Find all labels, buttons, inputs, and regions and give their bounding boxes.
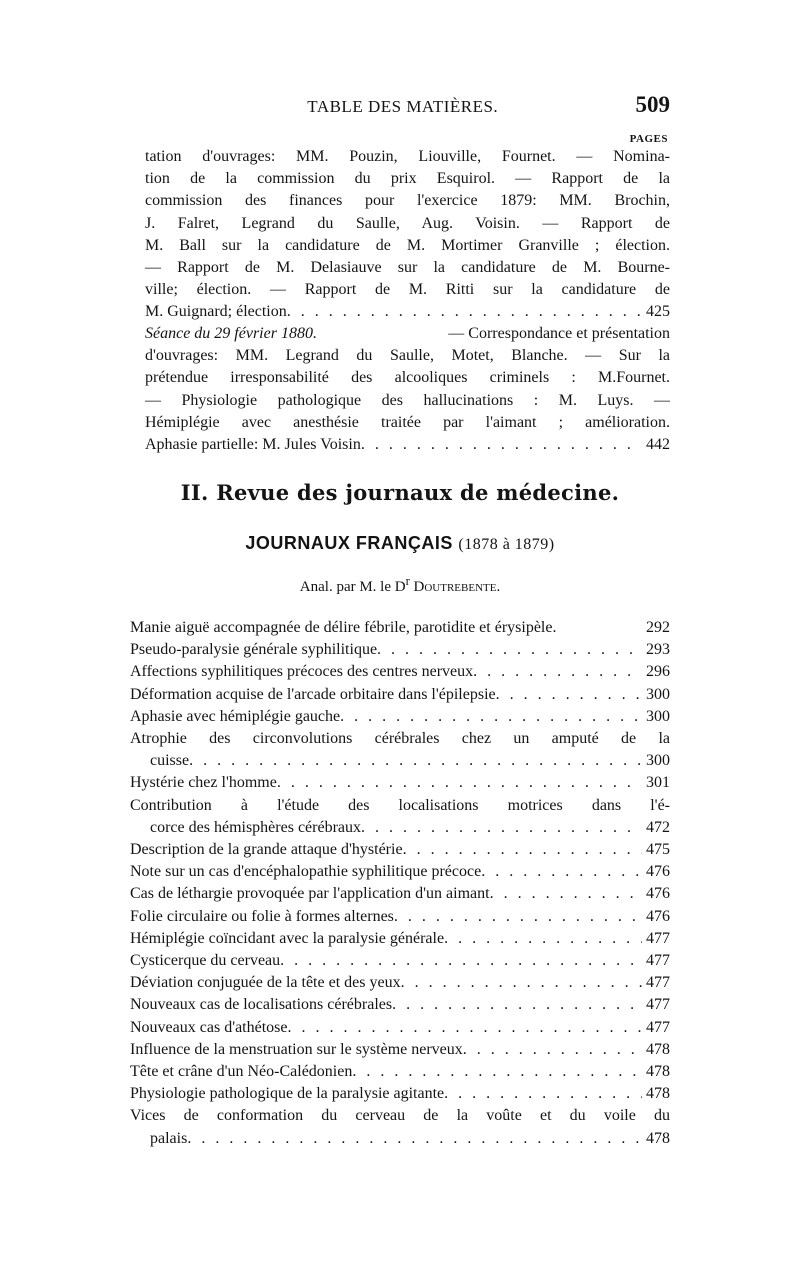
running-title: TABLE DES MATIÈRES. (307, 97, 499, 116)
toc-entry-page: 477 (646, 929, 670, 947)
toc-entry-page: 301 (646, 774, 670, 792)
seance-paragraph-2 (145, 323, 670, 456)
toc-entry-continuation-text: cuisse (150, 752, 190, 770)
toc-entry-page: 300 (646, 707, 670, 725)
analyst-name: Doutrebente. (413, 579, 501, 595)
toc-entry (130, 861, 670, 883)
paragraph-lines (145, 345, 670, 434)
paragraph-line: prétendue irresponsabilité des alcooliques criminels : M.Fournet. (145, 369, 670, 387)
toc-entry-page: 300 (646, 685, 670, 703)
toc-entry (130, 1017, 670, 1039)
toc-entry-title: Influence de la menstruation sur le système nerveux (130, 1040, 463, 1058)
toc-entry-title: Aphasie avec hémiplégie gauche (130, 707, 341, 725)
toc-entry-page: 477 (646, 996, 670, 1014)
toc-entry (130, 639, 670, 661)
leader-dots (340, 706, 642, 728)
toc-entry-title: Atrophie des circonvolutions cérébrales chez un amputé de la (130, 730, 670, 748)
section-heading: II. Revue des journaux de médecine. (180, 480, 620, 505)
paragraph-last-line (145, 301, 670, 323)
toc-entry (130, 1061, 670, 1083)
toc-entry (130, 972, 670, 994)
toc-entry-page: 478 (646, 1063, 670, 1081)
paragraph-line: — Rapport de M. Delasiauve sur la candidature de M. Bourne- (145, 259, 670, 277)
toc-entry-page: 478 (646, 1129, 670, 1147)
toc-entry (130, 883, 670, 905)
leader-dots (496, 684, 642, 706)
pages-column-label: PAGES (629, 133, 668, 145)
leader-dots (392, 994, 642, 1016)
leader-dots (473, 661, 642, 683)
paragraph-line: — Physiologie pathologique des hallucinations : M. Luys. — (145, 391, 670, 409)
toc-entry-title: Physiologie pathologique de la paralysie agitante (130, 1085, 445, 1103)
toc-entry (130, 795, 670, 839)
analyst-prefix: Anal. par M. le D (299, 579, 406, 595)
toc-entry-page: 300 (646, 752, 670, 770)
leader-dots (361, 434, 642, 456)
toc-entry (130, 772, 670, 794)
toc-entry-title: Hystérie chez l'homme (130, 774, 277, 792)
leader-dots (287, 301, 642, 323)
page-ref: 425 (646, 303, 670, 321)
toc-entry (130, 1039, 670, 1061)
seance-paragraph-1 (145, 146, 670, 324)
analyst-line (100, 574, 700, 596)
leader-dots (394, 906, 642, 928)
toc-entry (130, 950, 670, 972)
toc-entry-title: Folie circulaire ou folie à formes alternes (130, 907, 394, 925)
toc-entry-title: Déviation conjuguée de la tête et des yeux (130, 974, 401, 992)
paragraph-last-text: M. Guignard; élection (145, 303, 287, 321)
paragraph-line: ville; élection. — Rapport de M. Ritti sur la candidature de (145, 281, 670, 299)
page-number: 509 (635, 92, 670, 117)
leader-dots (189, 750, 642, 772)
toc-entry-title: Nouveaux cas de localisations cérébrales (130, 996, 393, 1014)
toc-entry-title: Hémiplégie coïncidant avec la paralysie générale (130, 929, 445, 947)
toc-entry (130, 906, 670, 928)
toc-entry-title: Note sur un cas d'encéphalopathie syphilitique précoce (130, 863, 482, 881)
toc-entry (130, 661, 670, 683)
journal-title: JOURNAUX FRANÇAIS (245, 533, 453, 553)
paragraph-first-line (145, 323, 670, 345)
toc-entry (130, 1083, 670, 1105)
toc-entry-title: Affections syphilitiques précoces des centres nerveux (130, 663, 474, 681)
paragraph-line: J. Falret, Legrand du Saulle, Aug. Voisin. — Rapport de (145, 214, 670, 232)
toc-entry-page: 296 (646, 663, 670, 681)
toc-entry-continuation (130, 1128, 670, 1150)
leader-dots (352, 1061, 642, 1083)
toc-entry-continuation-text: palais (150, 1129, 188, 1147)
leader-dots (361, 817, 642, 839)
toc-entry-page: 476 (646, 863, 670, 881)
leader-dots (490, 883, 642, 905)
toc-entry-page: 293 (646, 641, 670, 659)
toc-entry (130, 839, 670, 861)
page-ref: 442 (646, 436, 670, 454)
paragraph-last-text: Aphasie partielle: M. Jules Voisin (145, 436, 361, 454)
toc-entry-page: 477 (646, 1018, 670, 1036)
running-head (130, 92, 670, 118)
leader-dots (401, 972, 642, 994)
toc-entry-title: Nouveaux cas d'athétose (130, 1018, 288, 1036)
toc-entry-page: 472 (646, 818, 670, 836)
toc-entry-page: 292 (646, 619, 670, 636)
toc-entry-title: Tête et crâne d'un Néo-Calédonien (130, 1063, 353, 1081)
toc-entry-page: 478 (646, 1040, 670, 1058)
toc-entry-page: 475 (646, 841, 670, 859)
toc-entry-title: Contribution à l'étude des localisations motrices dans l'é- (130, 796, 670, 814)
toc-entry-page: 477 (646, 974, 670, 992)
toc-entry-page: 477 (646, 952, 670, 970)
paragraph-lines (145, 146, 670, 301)
paragraph-line: d'ouvrages: MM. Legrand du Saulle, Motet, Blanche. — Sur la (145, 347, 670, 365)
seance-date: Séance du 29 février 1880. (145, 325, 317, 342)
paragraph-line: tation d'ouvrages: MM. Pouzin, Liouville, Fournet. — Nomina- (145, 148, 670, 165)
leader-dots (277, 772, 642, 794)
leader-dots (187, 1128, 642, 1150)
paragraph-line: M. Ball sur la candidature de M. Mortimer Granville ; élection. (145, 236, 670, 254)
paragraph-line: tion de la commission du prix Esquirol. — Rapport de la (145, 170, 670, 188)
paragraph-line: Hémiplégie avec anesthésie traitée par l'aimant ; amélioration. (145, 413, 670, 431)
paragraph-last-line (145, 434, 670, 456)
analyst-sup: r (405, 574, 410, 588)
toc-entry-page: 476 (646, 885, 670, 903)
toc-entry (130, 684, 670, 706)
leader-dots (444, 1083, 642, 1105)
toc-entry-title: Pseudo-paralysie générale syphilitique (130, 641, 378, 659)
toc-entry-title: Manie aiguë accompagnée de délire fébrile, parotidite et érysipèle. (130, 619, 557, 636)
toc-entry (130, 617, 670, 639)
leader-dots (377, 639, 642, 661)
leader-dots (481, 861, 642, 883)
leader-dots (463, 1039, 642, 1061)
toc-entry (130, 1105, 670, 1149)
leader-dots (403, 839, 642, 861)
first-line-text: — Correspondance et présentation (448, 325, 670, 342)
toc-entry (130, 728, 670, 772)
paragraph-line: commission des finances pour l'exercice 1879: MM. Brochin, (145, 192, 670, 210)
toc-entry-title: Description de la grande attaque d'hystérie (130, 841, 403, 859)
toc-entry-continuation (130, 750, 670, 772)
leader-dots (288, 1017, 643, 1039)
leader-dots (280, 950, 642, 972)
toc-entry-continuation-text: corce des hémisphères cérébraux (150, 818, 361, 836)
toc-entry-continuation (130, 817, 670, 839)
leader-dots (444, 928, 642, 950)
toc-entry-title: Vices de conformation du cerveau de la voûte et du voile du (130, 1107, 670, 1125)
journal-years: (1878 à 1879) (458, 536, 555, 553)
toc-entry-title: Déformation acquise de l'arcade orbitaire dans l'épilepsie (130, 685, 496, 703)
toc-entry (130, 706, 670, 728)
toc-entry (130, 994, 670, 1016)
toc-entry-page: 476 (646, 907, 670, 925)
toc-entry-title: Cas de léthargie provoquée par l'application d'un aimant (130, 885, 490, 903)
toc-entry-title: Cysticerque du cerveau (130, 952, 281, 970)
journal-heading (100, 533, 700, 554)
toc-entry (130, 928, 670, 950)
table-of-contents (130, 617, 670, 1150)
toc-entry-page: 478 (646, 1085, 670, 1103)
